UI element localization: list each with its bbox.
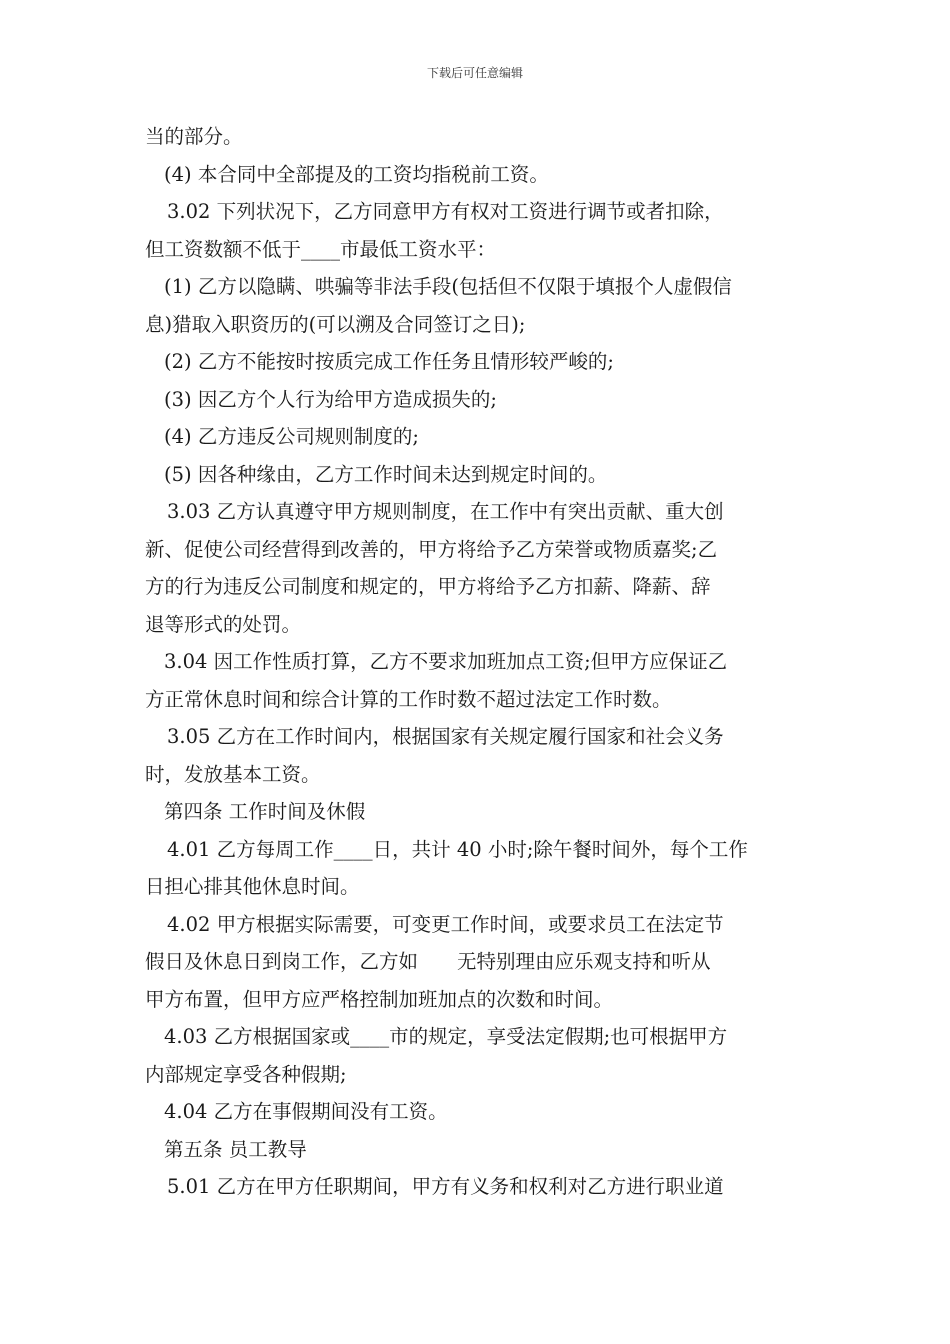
text-line: 3.02 下列状况下，乙方同意甲方有权对工资进行调节或者扣除， <box>167 200 724 223</box>
text-line: 4.04 乙方在事假期间没有工资。 <box>164 1100 448 1123</box>
text-line: 3.03 乙方认真遵守甲方规则制度，在工作中有突出贡献、重大创 <box>167 500 724 523</box>
text-line: (5) 因各种缘由，乙方工作时间未达到规定时间的。 <box>164 462 608 486</box>
text-line: 3.05 乙方在工作时间内，根据国家有关规定履行国家和社会义务 <box>167 725 724 748</box>
text-line: (1) 乙方以隐瞒、哄骗等非法手段(包括但不仅限于填报个人虚假信 <box>164 275 732 298</box>
text-line: 方正常休息时间和综合计算的工作时数不超过法定工作时数。 <box>145 687 672 711</box>
text-line: 4.03 乙方根据国家或____市的规定，享受法定假期;也可根据甲方 <box>164 1025 728 1048</box>
text-line: 日担心排其他休息时间。 <box>145 875 360 898</box>
text-line: (2) 乙方不能按时按质完成工作任务且情形较严峻的; <box>164 350 614 373</box>
text-line: (4) 乙方违反公司规则制度的; <box>164 425 419 448</box>
text-line: (3) 因乙方个人行为给甲方造成损失的; <box>164 387 497 411</box>
text-line: 甲方布置，但甲方应严格控制加班加点的次数和时间。 <box>145 987 614 1011</box>
text-line: 退等形式的处罚。 <box>145 612 302 636</box>
text-line: 但工资数额不低于____市最低工资水平： <box>145 237 497 261</box>
text-line: 3.04 因工作性质打算，乙方不要求加班加点工资;但甲方应保证乙 <box>164 650 728 673</box>
text-line: 时，发放基本工资。 <box>145 762 321 786</box>
section-heading: 第四条 工作时间及休假 <box>164 800 366 823</box>
text-line: 假日及休息日到岗工作，乙方如 无特别理由应乐观支持和听从 <box>145 950 711 973</box>
text-line: 内部规定享受各种假期; <box>145 1062 347 1086</box>
text-line: 息)猎取入职资历的(可以溯及合同签订之日); <box>145 312 526 336</box>
text-line: 4.01 乙方每周工作____日，共计 40 小时;除午餐时间外，每个工作 <box>167 837 748 861</box>
document-body <box>145 118 810 1206</box>
text-line: 5.01 乙方在甲方任职期间，甲方有义务和权利对乙方进行职业道 <box>167 1175 724 1198</box>
text-line: 方的行为违反公司制度和规定的，甲方将给予乙方扣薪、降薪、辞 <box>145 575 711 598</box>
text-line: 新、促使公司经营得到改善的，甲方将给予乙方荣誉或物质嘉奖;乙 <box>145 537 718 561</box>
page-header-note: 下载后可任意编辑 <box>426 66 523 80</box>
section-heading: 第五条 员工教导 <box>164 1137 307 1161</box>
text-line: 当的部分。 <box>145 125 243 148</box>
text-line: (4) 本合同中全部提及的工资均指税前工资。 <box>164 162 549 186</box>
text-line: 4.02 甲方根据实际需要，可变更工作时间，或要求员工在法定节 <box>167 912 724 936</box>
